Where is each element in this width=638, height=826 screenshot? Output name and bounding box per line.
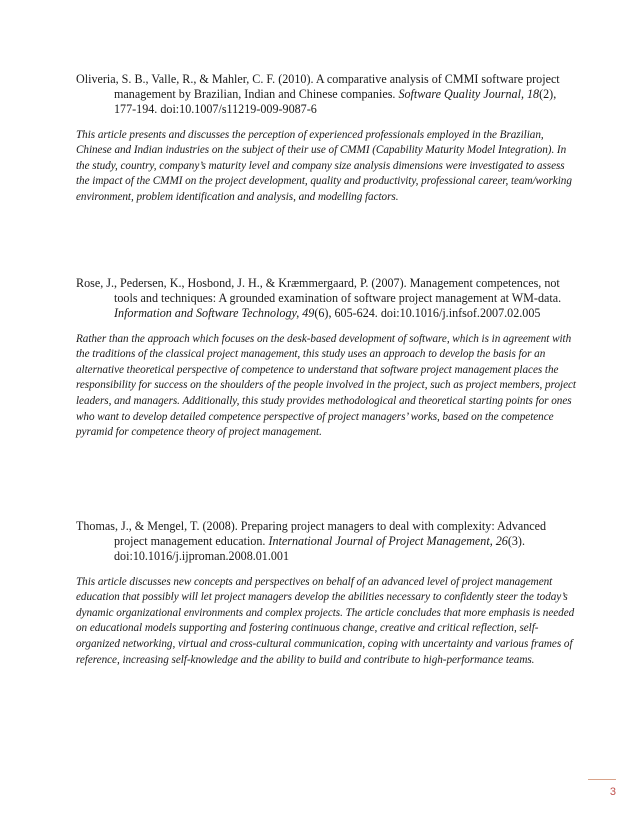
citation-text: Oliveria, S. B., Valle, R., & Mahler, C. F. (2010). A comparative analysis of CMMI software project management by Brazilian, Indian and Chinese companies. (76, 72, 560, 102)
citation-text: (6), 605-624. doi:10.1016/j.infsof.2007.02.005 (314, 306, 541, 321)
reference-entry (76, 519, 576, 668)
reference-annotation: This article discusses new concepts and perspectives on behalf of an advanced level of project management education that possibly will let project managers develop the abilities necessary to confidently steer the today’s dynamic organizational environments and complex projects. The article concludes that more emphasis is needed on educational models supporting and fostering continuous change, creative and critical reflection, self-organized networking, virtual and cross-cultural communication, coping with uncertainty and various frames of reference, increasing self-knowledge and the ability to build and contribute to high-performance teams. (76, 575, 575, 666)
citation-journal: International Journal of Project Management, 26 (268, 534, 508, 549)
citation-journal: Information and Software Technology, 49 (114, 306, 315, 321)
page-number: 3 (609, 786, 616, 798)
citation-text: (2), 177-194. doi:10.1007/s11219-009-9087-6 (114, 87, 557, 117)
footer-divider (588, 779, 616, 780)
reference-annotation: This article presents and discusses the perception of experienced professionals employed in the Brazilian, Chinese and Indian industries on the subject of their use of CMMI (Capability Maturity Model Integration). In the study, country, company’s maturity level and company size analysis dimensions were investigated to assess the impact of the CMMI on the project development, quality and productivity, professional career, team/working environment, problem identification and analysis, and modelling factors. (76, 128, 572, 203)
citation-text: Rose, J., Pedersen, K., Hosbond, J. H., & Kræmmergaard, P. (2007). Management competences, not tools and techniques: A grounded examination of software project management at WM-data. (76, 276, 562, 306)
citation-journal: Software Quality Journal, 18 (398, 87, 540, 102)
citation-text: Thomas, J., & Mengel, T. (2008). Preparing project managers to deal with complexity: Advanced project management education. (76, 519, 547, 549)
reference-entry (76, 72, 576, 206)
reference-annotation: Rather than the approach which focuses on the desk-based development of software, which is in agreement with the traditions of the classical project management, this study uses an approach to develop the basis for an alternative theoretical perspective of competence to understand that software project management places the responsibility for success on the shoulders of the people involved in the project, such as project members, project leaders, and managers. Additionally, this study provides methodological and theoretical starting points for ones who want to develop detailed competence perspective of project managers’ works, based on the competence pyramid for competence theory of project management. (76, 332, 576, 439)
citation-text: (3). doi:10.1016/j.ijproman.2008.01.001 (114, 534, 525, 564)
reference-entry (76, 276, 576, 441)
reference-citation (76, 519, 576, 565)
reference-citation (76, 276, 576, 322)
reference-citation (76, 72, 576, 118)
